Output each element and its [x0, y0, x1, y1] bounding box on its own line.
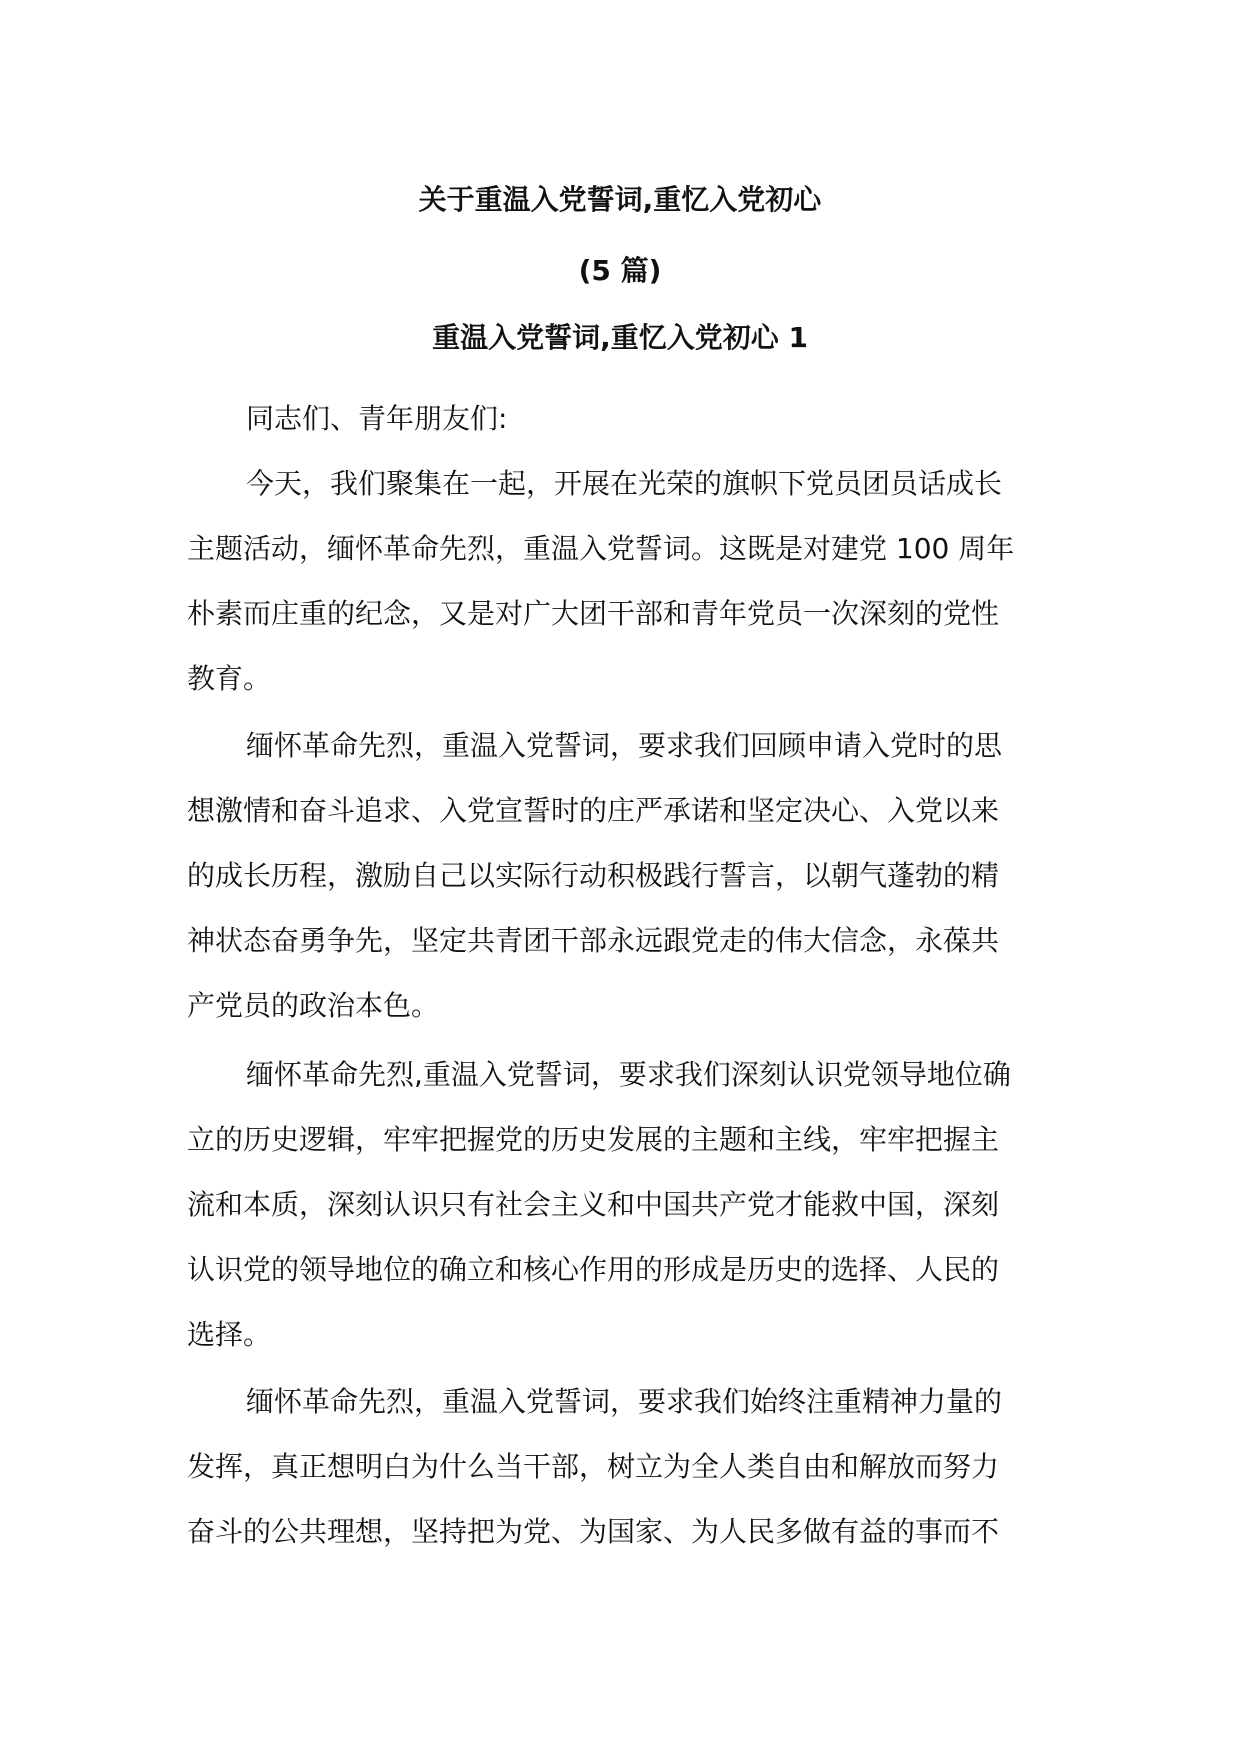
paragraph-line: 的成长历程，激励自己以实际行动积极践行誓言，以朝气蓬勃的精: [187, 859, 1000, 892]
paragraph-line: 立的历史逻辑，牢牢把握党的历史发展的主题和主线，牢牢把握主: [187, 1123, 1000, 1156]
paragraph-line: 缅怀革命先烈,重温入党誓词，要求我们深刻认识党领导地位确: [246, 1058, 1011, 1091]
section-title: 重温入党誓词,重忆入党初心 1: [432, 321, 808, 354]
paragraph-line: 今天，我们聚集在一起，开展在光荣的旗帜下党员团员话成长: [246, 467, 1003, 500]
paragraph-2: [187, 713, 1045, 1038]
paragraph-line: 缅怀革命先烈，重温入党誓词，要求我们始终注重精神力量的: [246, 1385, 1003, 1418]
paragraph-line: 想激情和奋斗追求、入党宣誓时的庄严承诺和坚定决心、入党以来: [187, 794, 1000, 827]
paragraph-line: 产党员的政治本色。: [187, 989, 440, 1022]
paragraph-line: 认识党的领导地位的确立和核心作用的形成是历史的选择、人民的: [187, 1253, 1000, 1286]
paragraph-line: 发挥，真正想明白为什么当干部，树立为全人类自由和解放而努力: [187, 1450, 1000, 1483]
paragraph-line: 流和本质，深刻认识只有社会主义和中国共产党才能救中国，深刻: [187, 1188, 1000, 1221]
document-title: 关于重温入党誓词,重忆入党初心: [418, 183, 822, 216]
paragraph-3: [187, 1042, 1045, 1367]
paragraph-line: 教育。: [187, 662, 272, 695]
paragraph-line: 朴素而庄重的纪念，又是对广大团干部和青年党员一次深刻的党性: [187, 597, 1000, 630]
paragraph-line: 神状态奋勇争先，坚定共青团干部永远跟党走的伟大信念，永葆共: [187, 924, 1000, 957]
paragraph-line: 缅怀革命先烈，重温入党誓词，要求我们回顾申请入党时的思: [246, 729, 1003, 762]
paragraph-line: 主题活动，缅怀革命先烈，重温入党誓词。这既是对建党 100 周年: [187, 532, 1015, 565]
paragraph-line: 奋斗的公共理想，坚持把为党、为国家、为人民多做有益的事而不: [187, 1515, 1000, 1548]
paragraph-line: 选择。: [187, 1318, 272, 1351]
document-subtitle: (5 篇): [578, 254, 662, 287]
paragraph-1: [187, 451, 1045, 711]
greeting: 同志们、青年朋友们:: [246, 402, 508, 435]
paragraph-4: [187, 1369, 1045, 1564]
